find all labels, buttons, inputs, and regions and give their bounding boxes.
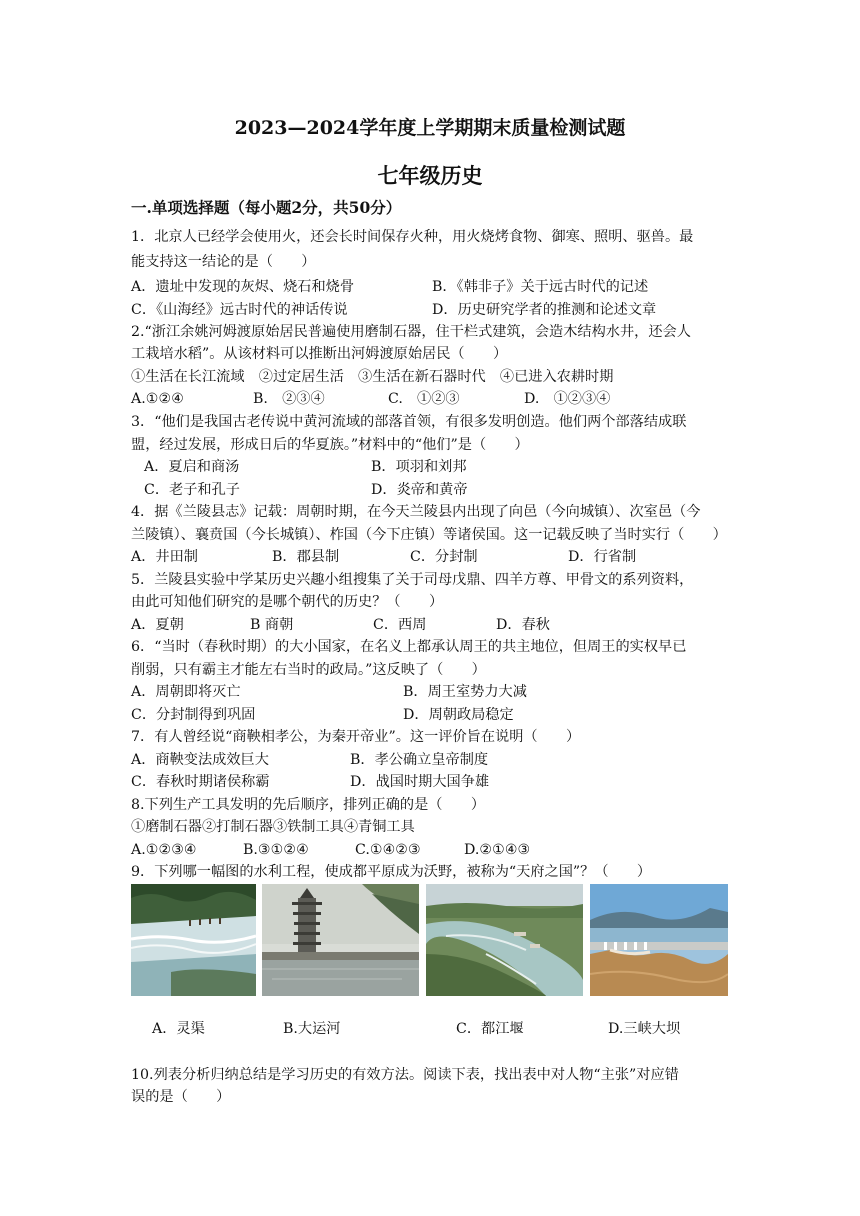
q3-stem-line2: 盟，经过发展，形成日后的华夏族。”材料中的“他们”是（ ） [131, 437, 529, 453]
q8-option-c: C.①④②③ [355, 842, 421, 858]
q9-option-b: B.大运河 [283, 1021, 341, 1037]
q5-stem-line2: 由此可知他们研究的是哪个朝代的历史？（ ） [131, 594, 444, 610]
q9-option-c: C．都江堰 [456, 1021, 524, 1037]
q9-stem-line1: 9．下列哪一幅图的水利工程，使成都平原成为沃野，被称为“天府之国”？（ ） [131, 864, 652, 880]
q2-stem-line2: 工栽培水稻”。从该材料可以推断出河姆渡原始居民（ ） [131, 346, 508, 362]
q6-option-c: C．分封制得到巩固 [131, 707, 256, 723]
q5-option-c: C．西周 [373, 617, 427, 633]
q2-items: ①生活在长江流域 ②过定居生活 ③生活在新石器时代 ④已进入农耕时期 [131, 369, 614, 385]
q6-option-b: B．周王室势力大减 [403, 684, 527, 700]
q6-option-d: D．周朝政局稳定 [403, 707, 514, 723]
q9-option-d: D.三峡大坝 [608, 1021, 681, 1037]
q6-stem-line1: 6．“当时（春秋时期）的大小国家，在名义上都承认周王的共主地位，但周王的实权早已 [131, 639, 687, 655]
q7-option-a: A．商鞅变法成效巨大 [131, 752, 269, 768]
exam-title: 2023—2024学年度上学期期末质量检测试题 [234, 117, 626, 139]
q7-option-c: C．春秋时期诸侯称霸 [131, 774, 270, 790]
q7-option-d: D．战国时期大国争雄 [350, 774, 490, 790]
q8-option-a: A.①②③④ [131, 842, 197, 858]
q5-option-a: A．夏朝 [131, 617, 184, 633]
q1-option-d: D．历史研究学者的推测和论述文章 [432, 302, 657, 318]
q4-stem-line2: 兰陵镇）、襄贲国（今长城镇）、柞国（今下庄镇）等诸侯国。这一记载反映了当时实行（ ） [131, 527, 727, 543]
q7-stem-line1: 7．有人曾经说“商鞅相孝公，为秦开帝业”。这一评价旨在说明（ ） [131, 729, 581, 745]
q4-stem-line1: 4．据《兰陵县志》记载：周朝时期，在今天兰陵县内出现了向邑（今向城镇）、次室邑（今 [131, 504, 701, 520]
q4-option-b: B．郡县制 [272, 549, 340, 565]
q8-items: ①磨制石器②打制石器③铁制工具④青铜工具 [131, 819, 415, 835]
q1-stem-line1: 1．北京人已经学会使用火，还会长时间保存火种，用火烧烤食物、御寒、照明、驱兽。最 [131, 229, 694, 245]
q1-option-c: C．《山海经》远古时代的神话传说 [131, 302, 348, 318]
q3-option-b: B．项羽和刘邦 [371, 459, 467, 475]
q5-stem-line1: 5．兰陵县实验中学某历史兴趣小组搜集了关于司母戊鼎、四羊方尊、甲骨文的系列资料， [131, 572, 694, 588]
exam-subtitle: 七年级历史 [377, 163, 483, 188]
q6-stem-line2: 削弱，只有霸主才能左右当时的政局。”这反映了（ ） [131, 662, 486, 678]
lingqu-photo [131, 884, 256, 996]
dujiangyan-photo [426, 884, 583, 996]
q2-stem-line1: 2.“浙江余姚河姆渡原始居民普遍使用磨制石器，住干栏式建筑，会造木结构水井，还会人 [131, 324, 691, 340]
q8-option-d: D.②①④③ [464, 842, 531, 858]
q1-option-a: A．遗址中发现的灰烬、烧石和烧骨 [131, 279, 355, 295]
q10-stem-line1: 10.列表分析归纳总结是学习历史的有效方法。阅读下表，找出表中对人物“主张”对应错 [131, 1067, 679, 1083]
q1-stem-line2: 能支持这一结论的是（ ） [131, 254, 316, 270]
q5-option-b: B 商朝 [250, 617, 294, 633]
q2-option-a: A.①②④ [131, 391, 184, 407]
q4-option-a: A．井田制 [131, 549, 198, 565]
q2-option-d: D. ①②③④ [524, 391, 611, 407]
q3-option-c: C．老子和孔子 [144, 482, 240, 498]
q8-stem-line1: 8.下列生产工具发明的先后顺序，排列正确的是（ ） [131, 797, 486, 813]
q10-stem-line2: 误的是（ ） [131, 1089, 231, 1105]
three-gorges-dam-photo [590, 884, 728, 996]
q2-option-c: C. ①②③ [388, 391, 460, 407]
q3-option-d: D．炎帝和黄帝 [371, 482, 468, 498]
q6-option-a: A．周朝即将灭亡 [131, 684, 241, 700]
q7-option-b: B．孝公确立皇帝制度 [350, 752, 489, 768]
q4-option-d: D．行省制 [568, 549, 637, 565]
q3-stem-line1: 3．“他们是我国古老传说中黄河流域的部落首领，有很多发明创造。他们两个部落结成联 [131, 414, 687, 430]
grand-canal-photo [262, 884, 419, 996]
q8-option-b: B.③①②④ [243, 842, 309, 858]
q4-option-c: C．分封制 [410, 549, 478, 565]
q2-option-b: B. ②③④ [253, 391, 325, 407]
section-heading: 一.单项选择题（每小题2分，共50分） [131, 198, 402, 217]
q5-option-d: D．春秋 [496, 617, 550, 633]
q1-option-b: B．《韩非子》关于远古时代的记述 [432, 279, 649, 295]
q9-option-a: A．灵渠 [152, 1021, 205, 1037]
q3-option-a: A．夏启和商汤 [144, 459, 240, 475]
